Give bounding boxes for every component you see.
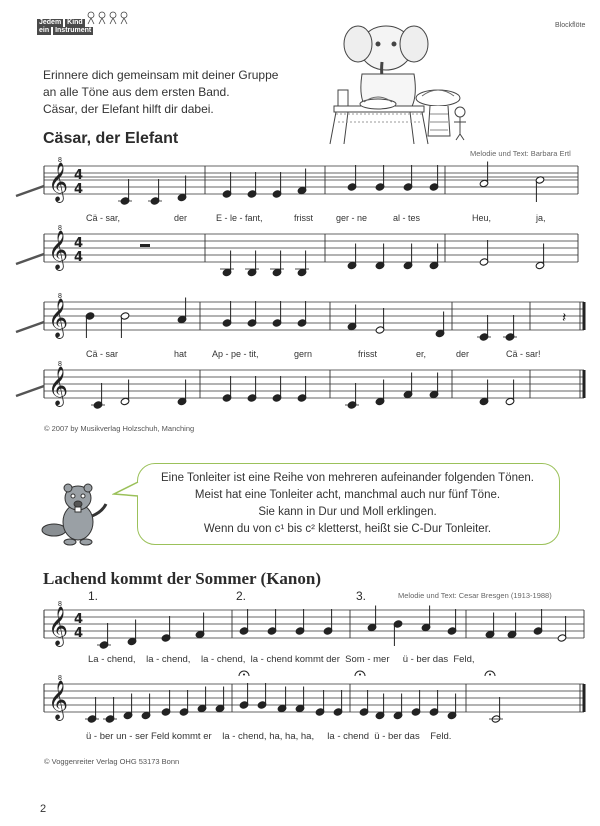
note [270, 251, 284, 277]
treble-clef-icon: 𝄞 [48, 162, 69, 202]
canon-mark-1: 1. [88, 589, 99, 603]
lyric-syllable: Cä - sar! [506, 349, 541, 359]
note [447, 609, 457, 635]
note [222, 376, 232, 402]
note [161, 690, 171, 716]
note [503, 315, 517, 341]
logo-word-jedem: Jedem [39, 19, 62, 26]
note [535, 244, 545, 270]
note [421, 606, 431, 632]
note [247, 301, 257, 327]
note [91, 383, 105, 409]
lyric-syllable: frisst [358, 349, 377, 359]
treble-clef-icon: 𝄞 [48, 366, 69, 406]
page-number: 2 [40, 803, 47, 815]
note [533, 609, 543, 635]
svg-text:8: 8 [58, 361, 62, 368]
info-line-3: Sie kann in Dur und Moll erklingen. [258, 506, 437, 518]
song2-staff-2 [44, 675, 584, 723]
note [272, 172, 282, 198]
note [535, 176, 545, 202]
note [239, 609, 249, 635]
note [245, 251, 259, 277]
note [97, 623, 111, 649]
song1-staff-2-upper [44, 293, 584, 341]
note [297, 376, 307, 402]
note [375, 165, 385, 191]
note [347, 244, 357, 270]
note [222, 301, 232, 327]
note [120, 380, 130, 406]
rest-icon [140, 244, 150, 247]
note [85, 312, 95, 338]
note [267, 609, 277, 635]
note [375, 308, 385, 334]
svg-text:8: 8 [58, 675, 62, 682]
instrument-label: Blockflöte [555, 22, 586, 29]
song1-staff-1-lower [44, 225, 578, 277]
note [177, 298, 187, 324]
treble-clef-icon: 𝄞 [48, 298, 69, 338]
song2-title: Lachend kommt der Sommer (Kanon) [43, 569, 321, 588]
note [220, 251, 234, 277]
note [257, 683, 267, 709]
note [505, 380, 515, 406]
note [359, 690, 369, 716]
lyric-syllable: Ap - pe - tit, [212, 349, 259, 359]
intro-line-2: an alle Töne aus dem ersten Band. [43, 85, 230, 99]
note [272, 301, 282, 327]
note [123, 694, 133, 720]
note [447, 694, 457, 720]
note [272, 376, 282, 402]
song1-staff-2-lower [44, 361, 584, 409]
lyric-syllable: gern [294, 349, 313, 359]
note [393, 694, 403, 720]
svg-text:4: 4 [74, 182, 84, 197]
note [277, 687, 287, 713]
note [411, 690, 421, 716]
note [323, 609, 333, 635]
song2-credit: Melodie und Text: Cesar Bresgen (1913-1988) [398, 591, 552, 600]
intro-line-3: Cäsar, der Elefant hilft dir dabei. [43, 102, 214, 116]
svg-text:4: 4 [74, 626, 84, 641]
note [489, 697, 503, 723]
note [403, 244, 413, 270]
note [429, 373, 439, 399]
lyric-syllable: al - tes [393, 213, 421, 223]
song1-copyright: © 2007 by Musikverlag Holzschuh, Manching [44, 424, 195, 433]
canon-mark-2: 2. [236, 589, 247, 603]
note [297, 301, 307, 327]
note [429, 244, 439, 270]
lyric-syllable: Heu, [472, 213, 492, 223]
note [347, 165, 357, 191]
note [435, 312, 445, 338]
note [333, 690, 343, 716]
svg-text:4: 4 [74, 236, 84, 251]
note [295, 251, 309, 277]
song2-lyrics-row1: La - chend, la - chend, la - chend, la - chend kommt der Som - mer ü - ber das Feld, [88, 654, 475, 665]
treble-clef-icon: 𝄞 [48, 680, 69, 720]
note [345, 383, 359, 409]
logo-word-instrument: Instrument [55, 27, 92, 34]
note [403, 165, 413, 191]
note [429, 165, 439, 191]
note [375, 694, 385, 720]
info-line-4: Wenn du von c¹ bis c² kletterst, heißt sie C-Dur Tonleiter. [203, 523, 492, 535]
note [375, 244, 385, 270]
recorder-icon [16, 254, 44, 264]
note [161, 616, 171, 642]
note [479, 162, 489, 188]
svg-text:8: 8 [58, 293, 62, 300]
note [295, 609, 305, 635]
song1-title: Cäsar, der Elefant [43, 130, 179, 147]
note [403, 373, 413, 399]
note [120, 312, 130, 338]
note [375, 380, 385, 406]
svg-text:8: 8 [58, 601, 62, 608]
lyric-syllable: E - le - fant, [216, 213, 263, 223]
lyric-syllable: ger - ne [336, 213, 368, 223]
lyric-syllable: hat [174, 349, 187, 359]
note [177, 176, 187, 202]
note [148, 179, 162, 205]
recorder-icon [16, 322, 44, 332]
note [197, 687, 207, 713]
note [141, 694, 151, 720]
treble-clef-icon: 𝄞 [48, 230, 69, 270]
note [347, 305, 357, 331]
note [215, 687, 225, 713]
note [479, 380, 489, 406]
note [477, 315, 491, 341]
note [103, 697, 117, 723]
note [179, 690, 189, 716]
lyric-syllable: der [174, 213, 188, 223]
lyric-syllable: ja, [536, 213, 546, 223]
note [222, 172, 232, 198]
song2-copyright: © Voggenreiter Verlag OHG 53173 Bonn [44, 757, 180, 766]
info-line-1: Eine Tonleiter ist eine Reihe von mehreren aufeinander folgenden Tönen. [161, 472, 534, 484]
note [393, 620, 403, 646]
note [85, 697, 99, 723]
intro-line-1: Erinnere dich gemeinsam mit deiner Gruppe [43, 68, 279, 82]
note [239, 683, 249, 709]
quarter-rest-icon: 𝄽 [562, 309, 567, 325]
lyric-syllable: er, [416, 349, 427, 359]
note [485, 613, 495, 639]
svg-text:8: 8 [58, 157, 62, 164]
svg-text:4: 4 [74, 168, 84, 183]
note [118, 179, 132, 205]
lyric-syllable: frisst [294, 213, 313, 223]
song2-staff-1 [44, 601, 584, 649]
song1-staff-1-upper [44, 157, 578, 205]
info-line-2: Meist hat eine Tonleiter acht, manchmal auch nur fünf Töne. [194, 489, 501, 501]
note [295, 687, 305, 713]
note [315, 690, 325, 716]
note [479, 240, 489, 266]
note [367, 606, 377, 632]
lyric-syllable: der [456, 349, 470, 359]
svg-text:4: 4 [74, 250, 84, 265]
logo-word-kind: Kind [67, 19, 83, 26]
svg-text:4: 4 [74, 612, 84, 627]
note [177, 380, 187, 406]
svg-text:8: 8 [58, 225, 62, 232]
note [247, 376, 257, 402]
note [127, 620, 137, 646]
logo-word-ein: ein [39, 27, 50, 34]
treble-clef-icon: 𝄞 [48, 606, 69, 646]
canon-mark-3: 3. [356, 589, 367, 603]
note [557, 616, 567, 642]
song1-credit: Melodie und Text: Barbara Ertl [470, 149, 571, 158]
note [247, 172, 257, 198]
note [507, 613, 517, 639]
lyric-syllable: Cä - sar [86, 349, 119, 359]
note [195, 613, 205, 639]
song2-lyrics-row2: ü - ber un - ser Feld kommt er la - chend, ha, ha, ha, la - chend ü - ber das Feld. [86, 731, 452, 742]
lyric-syllable: Cä - sar, [86, 213, 121, 223]
recorder-icon [16, 386, 44, 396]
recorder-icon [16, 186, 44, 196]
note [297, 169, 307, 195]
note [429, 690, 439, 716]
